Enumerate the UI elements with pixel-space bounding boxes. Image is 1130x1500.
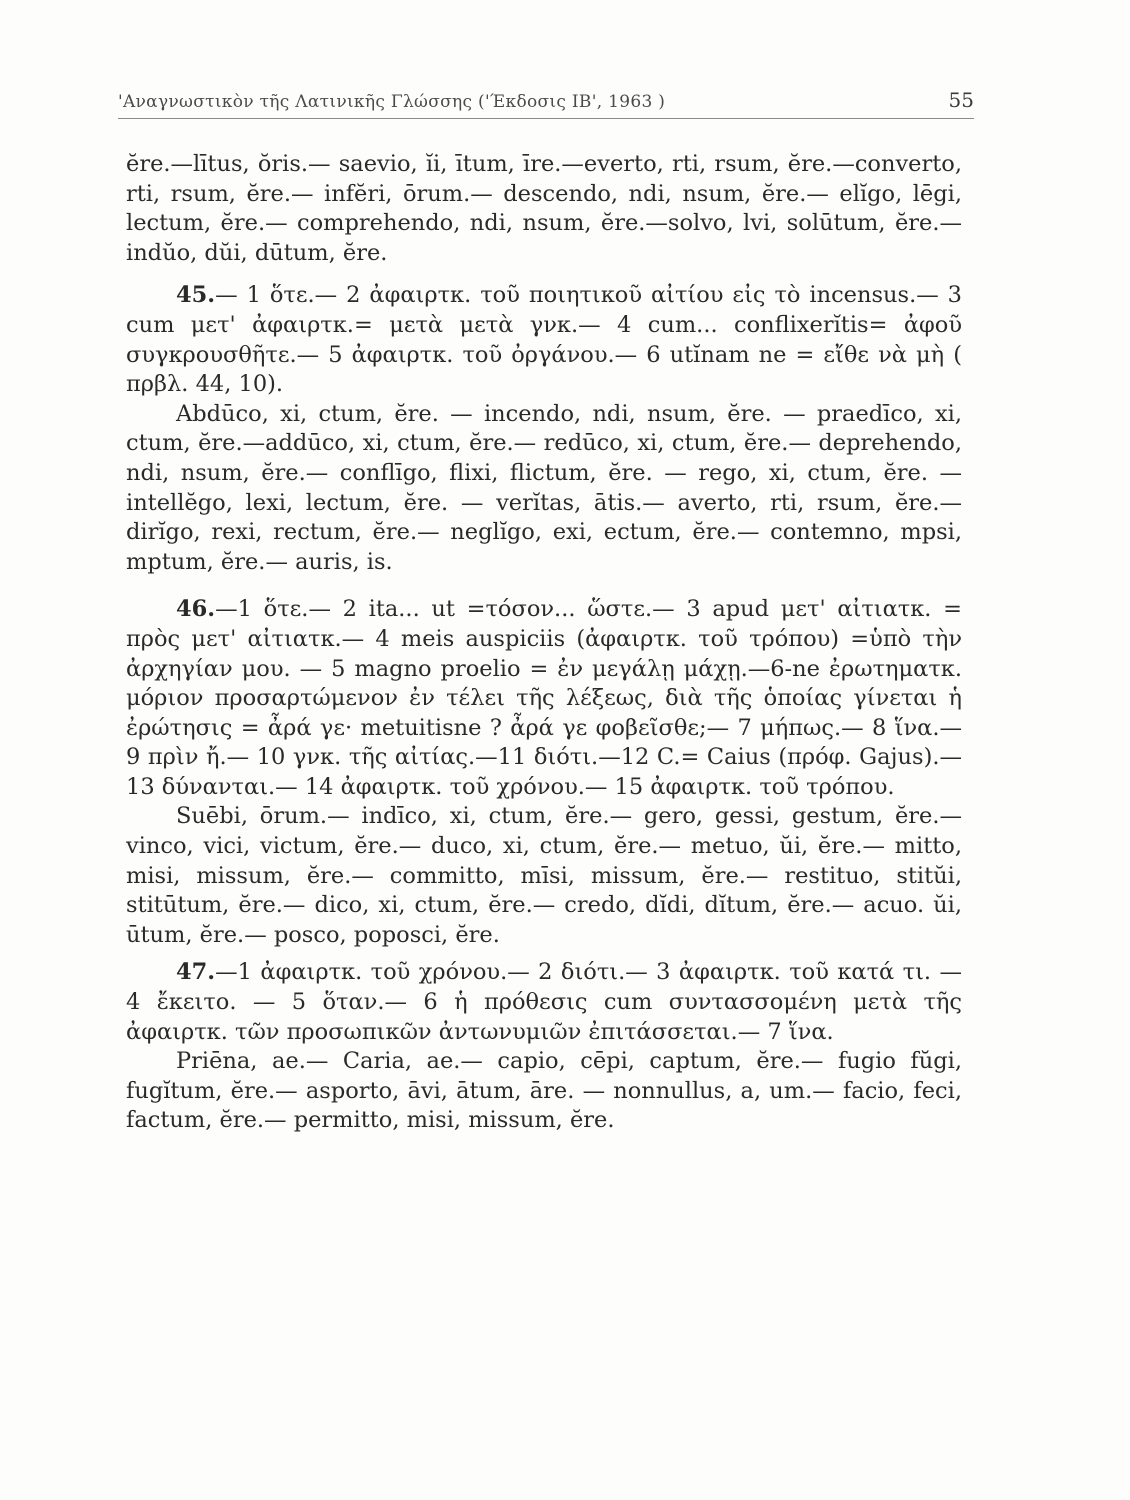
notes-paragraph-46: [126, 595, 962, 802]
notes-text-46: —1 ὅτε.— 2 ita... ut =τόσον... ὥστε.— 3 apud μετ' αἰτιατκ. = πρὸς μετ' αἰτιατκ.— 4 meis auspiciis (ἀφαιρτκ. τοῦ τρόπου) =ὑπὸ τὴν ἀρχηγίαν μου. — 5 magno proelio = ἐν μεγάλῃ μάχῃ.—6-ne ἐρωτηματκ. μόριον προσαρτώμενον ἐν τέλει τῆς λέξεως, διὰ τῆς ὁποίας γίνεται ἡ ἐρώτησις = ἆρά γε· metuitisne ? ἆρά γε φοβεῖσθε;— 7 μήπως.— 8 ἵνα.— 9 πρὶν ἤ.— 10 γνκ. τῆς αἰτίας.—11 διότι.—12 C.= Caius (πρόφ. Gajus).— 13 δύνανται.— 14 ἀφαιρτκ. τοῦ χρόνου.— 15 ἀφαιρτκ. τοῦ τρόπου.: [126, 596, 962, 800]
section-number-47: 47.: [176, 959, 216, 986]
vocab-paragraph-47: Priēna, ae.— Caria, ae.— capio, cēpi, captum, ĕre.— fugio fŭgi, fugĭtum, ĕre.— asporto, āvi, ātum, āre. — nonnullus, a, um.— facio, feci, factum, ĕre.— permitto, misi, missum, ĕre.: [126, 1048, 962, 1134]
running-title: 'Αναγνωστικὸν τῆς Λατινικῆς Γλώσσης ('Έκδοσις ΙΒ', 1963 ): [118, 92, 666, 112]
section-number-45: 45.: [176, 282, 216, 309]
section-number-46: 46.: [176, 596, 216, 623]
vocab-paragraph-45: Abdūco, xi, ctum, ĕre. — incendo, ndi, nsum, ĕre. — praedīco, xi, ctum, ĕre.—addūco, xi, ctum, ĕre.— redūco, xi, ctum, ĕre.— deprehendo, ndi, nsum, ĕre.— conflīgo, flixi, flictum, ĕre. — rego, xi, ctum, ĕre. — intellĕgo, lexi, lectum, ĕre. — verĭtas, ātis.— averto, rti, rsum, ĕre.— dirĭgo, rexi, rectum, ĕre.— neglĭgo, exi, ectum, ĕre.— contemno, mpsi, mptum, ĕre.— auris, is.: [126, 400, 962, 575]
page-number: 55: [948, 88, 974, 112]
notes-text-47: —1 ἀφαιρτκ. τοῦ χρόνου.— 2 διότι.— 3 ἀφαιρτκ. τοῦ κατά τι. — 4 ἔκειτο. — 5 ὅταν.— 6 ἡ πρόθεσις cum συντασσομένη μετὰ τῆς ἀφαιρτκ. τῶν προσωπικῶν ἀντωνυμιῶν ἐπιτάσσεται.— 7 ἵνα.: [126, 959, 962, 1045]
page-body: [126, 150, 962, 1136]
vocab-paragraph-44: ĕre.—lītus, ŏris.— saevio, ĭi, ītum, īre.—everto, rti, rsum, ĕre.—converto, rti, rsum, ĕre.— infĕri, ōrum.— descendo, ndi, nsum, ĕre.— elĭgo, lēgi, lectum, ĕre.— comprehendo, ndi, nsum, ĕre.—solvo, lvi, solūtum, ĕre.— indŭo, dŭi, dūtum, ĕre.: [126, 151, 962, 266]
notes-paragraph-47: [126, 958, 962, 1047]
notes-paragraph-45: [126, 281, 962, 399]
notes-text-45: — 1 ὅτε.— 2 ἀφαιρτκ. τοῦ ποιητικοῦ αἰτίου εἰς τὸ incensus.— 3 cum μετ' ἀφαιρτκ.= μετὰ μετὰ γνκ.— 4 cum... conflixerĭtis= ἀφοῦ συγκρουσθῆτε.— 5 ἀφαιρτκ. τοῦ ὀργάνου.— 6 utĭnam ne = εἴθε νὰ μὴ ( πρβλ. 44, 10).: [126, 282, 962, 398]
vocab-paragraph-46: Suēbi, ōrum.— indīco, xi, ctum, ĕre.— gero, gessi, gestum, ĕre.— vinco, vici, victum, ĕre.— duco, xi, ctum, ĕre.— metuo, ŭi, ĕre.— mitto, misi, missum, ĕre.— committo, mīsi, missum, ĕre.— restituo, stitŭi, stitūtum, ĕre.— dico, xi, ctum, ĕre.— credo, dĭdi, dĭtum, ĕre.— acuo. ŭi, ūtum, ĕre.— posco, poposci, ĕre.: [126, 803, 962, 948]
page-header: [118, 78, 974, 119]
